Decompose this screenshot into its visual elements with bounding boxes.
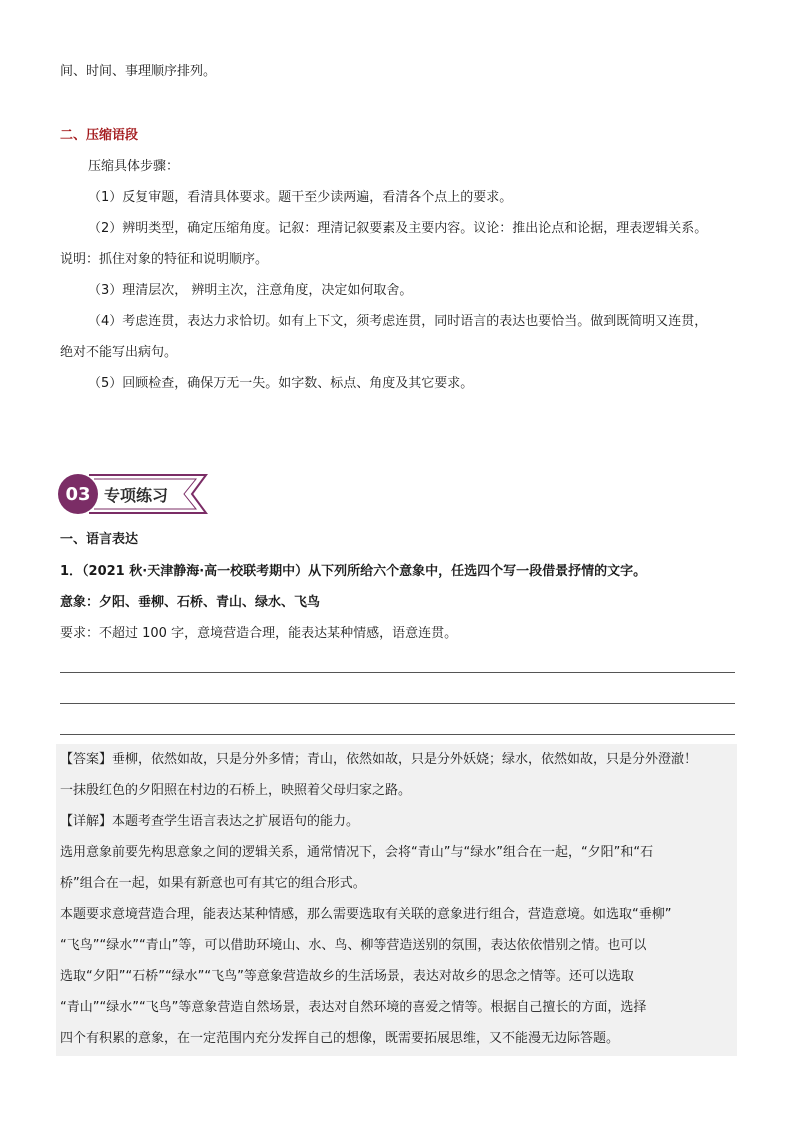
question-1: 1．（2021 秋·天津静海·高一校联考期中）从下列所给六个意象中，任选四个写一段借景抒情的文字。 bbox=[60, 564, 647, 579]
step-5: （5）回顾检查，确保万无一失。如字数、标点、角度及其它要求。 bbox=[88, 376, 474, 391]
steps-title: 压缩具体步骤： bbox=[88, 159, 180, 174]
step-1: （1）反复审题，看清具体要求。题干至少读两遍，看清各个点上的要求。 bbox=[88, 190, 513, 205]
answer-line bbox=[60, 734, 735, 735]
text-line: 间、时间、事理顺序排列。 bbox=[60, 64, 217, 79]
answer-line-2: 一抹殷红色的夕阳照在村边的石桥上，映照着父母归家之路。 bbox=[60, 783, 412, 798]
section-title-compress: 二、压缩语段 bbox=[60, 128, 139, 143]
answer-line bbox=[60, 672, 735, 673]
step-4: （4）考虑连贯，表达力求恰切。如有上下文，须考虑连贯，同时语言的表达也要恰当。做到既简明又连贯， bbox=[88, 314, 708, 329]
detail-line-8: 四个有积累的意象，在一定范围内充分发挥自己的想像，既需要拓展思维，又不能漫无边际答题。 bbox=[60, 1031, 620, 1046]
section-number-badge: 03 bbox=[58, 474, 98, 514]
section-tag bbox=[88, 473, 206, 513]
detail-line-4: 本题要求意境营造合理，能表达某种情感，那么需要选取有关联的意象进行组合，营造意境。如选取“垂柳” bbox=[60, 907, 672, 922]
step-2: （2）辨明类型，确定压缩角度。记叙：理清记叙要素及主要内容。议论：推出论点和论据，理表逻辑关系。 bbox=[88, 221, 708, 236]
detail-line-7: “青山”“绿水”“飞鸟”等意象营造自然场景，表达对自然环境的喜爱之情等。根据自己擅长的方面，选择 bbox=[60, 1000, 647, 1015]
step-4-continued: 绝对不能写出病句。 bbox=[60, 345, 178, 360]
question-requirement: 要求：不超过 100 字，意境营造合理，能表达某种情感，语意连贯。 bbox=[60, 626, 458, 641]
detail-line-5: “飞鸟”“绿水”“青山”等，可以借助环境山、水、鸟、柳等营造送别的氛围，表达依依惜别之情。也可以 bbox=[60, 938, 647, 953]
section-tag-title: 专项练习 bbox=[104, 486, 169, 505]
detail-line-1: 【详解】本题考查学生语言表达之扩展语句的能力。 bbox=[60, 814, 360, 829]
step-3: （3）理清层次， 辨明主次，注意角度，决定如何取舍。 bbox=[88, 283, 413, 298]
exercise-heading: 一、语言表达 bbox=[60, 532, 139, 547]
question-imagery: 意象：夕阳、垂柳、石桥、青山、绿水、飞鸟 bbox=[60, 595, 321, 610]
answer-line bbox=[60, 703, 735, 704]
detail-line-2: 选用意象前要先构思意象之间的逻辑关系，通常情况下，会将“青山”与“绿水”组合在一起，“夕阳”和“石 bbox=[60, 845, 654, 860]
answer-line-1: 【答案】垂柳，依然如故，只是分外多情；青山，依然如故，只是分外妖娆；绿水，依然如故，只是分外澄澈！ bbox=[60, 752, 698, 767]
detail-line-6: 选取“夕阳”“石桥”“绿水”“飞鸟”等意象营造故乡的生活场景，表达对故乡的思念之情等。还可以选取 bbox=[60, 969, 634, 984]
step-2-continued: 说明：抓住对象的特征和说明顺序。 bbox=[60, 252, 269, 267]
detail-line-3: 桥”组合在一起，如果有新意也可有其它的组合形式。 bbox=[60, 876, 366, 891]
